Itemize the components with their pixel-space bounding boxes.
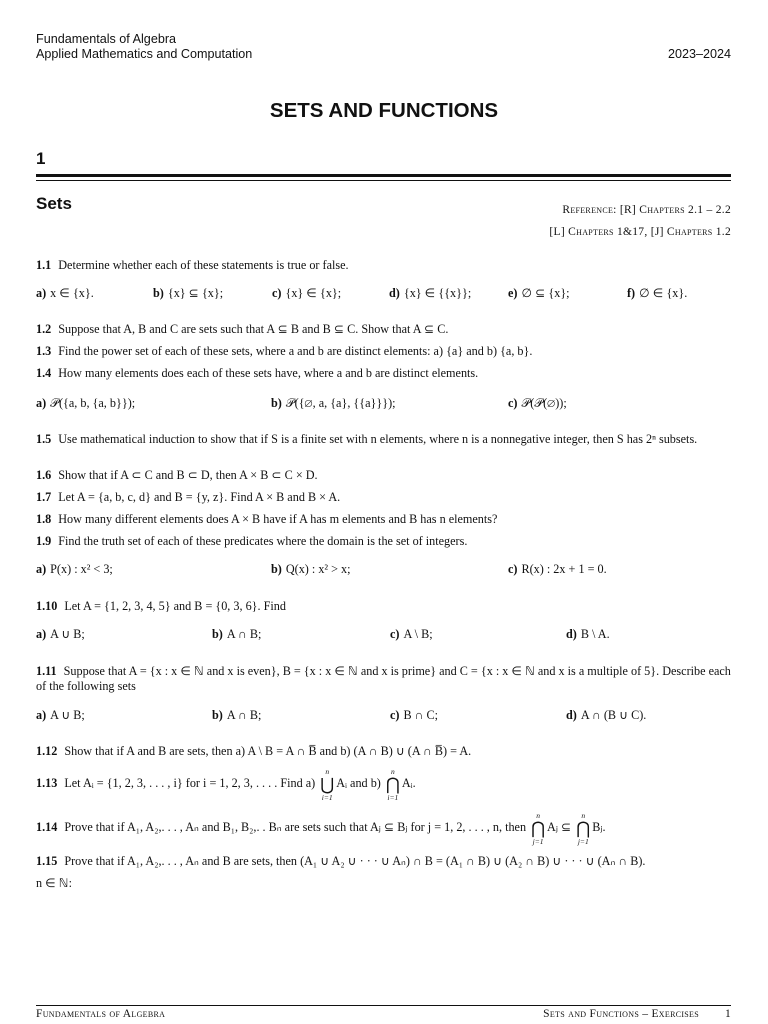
document-header — [36, 32, 731, 62]
option-item: c) 𝒫(𝒫(∅)); — [508, 396, 567, 410]
footer-rule — [36, 1005, 731, 1006]
exercise-text: Use mathematical induction to show that if S is a finite set with n elements, where n is a nonnegative integer, then S has 2ⁿ subsets. — [58, 432, 698, 446]
exercise-text: Show that if A ⊂ C and B ⊂ D, then A × B ⊂ C × D. — [58, 468, 318, 482]
options-1-1 — [36, 286, 736, 302]
exercise-text: Prove that if A₁, A₂,. . . , Aₙ and B are sets, then (A₁ ∪ A₂ ∪ · · · ∪ Aₙ) ∩ B = (A₁ ∩ B) ∪ (A₂ ∩ B) ∪ · · · ∪ (Aₙ ∩ B). — [64, 854, 646, 868]
section-rule-top — [36, 174, 731, 177]
exercise-1-12: 1.12 Show that if A and B are sets, then a) A \ B = A ∩ B̅ and b) (A ∩ B) ∪ (A ∩ B̅) = A. — [36, 744, 472, 758]
option-item: a) x ∈ {x}. — [36, 286, 94, 300]
exercise-text: Suppose that A, B and C are sets such that A ⊆ B and B ⊆ C. Show that A ⊆ C. — [58, 322, 449, 336]
exercise-1-7: 1.7 Let A = {a, b, c, d} and B = {y, z}. Find A × B and B × A. — [36, 490, 341, 504]
option-item: d) A ∩ (B ∪ C). — [566, 708, 647, 722]
academic-year: 2023–2024 — [667, 47, 731, 61]
option-item: b) A ∩ B; — [212, 708, 262, 722]
intersection-operator: n ⋂ j=1 — [531, 810, 546, 846]
exercise-1-15: 1.15 Prove that if A₁, A₂,. . . , Aₙ and B are sets, then (A₁ ∪ A₂ ∪ · · · ∪ Aₙ) ∩ B = (A₁ ∩ B) ∪ (A₂ ∩ B) ∪ · · · ∪ (Aₙ ∩ B). — [36, 854, 646, 868]
option-item: a) A ∪ B; — [36, 627, 85, 641]
exercise-text: Show that if A and B are sets, then a) A \ B = A ∩ B̅ and b) (A ∩ B) ∪ (A ∩ B̅) = A. — [64, 744, 472, 758]
page-number: 1 — [724, 1008, 731, 1020]
document-title: SETS AND FUNCTIONS — [269, 99, 499, 122]
exercise-1-11: 1.11 Suppose that A = {x : x ∈ ℕ and x is even}, B = {x : x ∈ ℕ and x is prime} and C = {x : x ∈ ℕ and x is a multiple of 5}. Describe each of the following sets — [36, 664, 731, 693]
options-1-4 — [36, 396, 736, 412]
exercise-text: How many elements does each of these sets have, where a and b are distinct elements. — [58, 366, 479, 380]
exercise-1-3: 1.3 Find the power set of each of these sets, where a and b are distinct elements: a) {a} and b) {a, b}. — [36, 344, 533, 358]
option-item: a) A ∪ B; — [36, 708, 85, 722]
option-item: c) R(x) : 2x + 1 = 0. — [508, 562, 607, 576]
exercise-1-4: 1.4 How many elements does each of these sets have, where a and b are distinct elements. — [36, 366, 479, 380]
exercise-1-2: 1.2 Suppose that A, B and C are sets such that A ⊆ B and B ⊆ C. Show that A ⊆ C. — [36, 322, 449, 336]
exercise-1-14: 1.14 Prove that if A₁, A₂,. . . , Aₙ and B₁, B₂,. . Bₙ are sets such that Aⱼ ⊆ Bⱼ for j = 1, 2, . . . , n, then n ⋂ j=1 Aⱼ ⊆ n ⋂ j=1 Bⱼ. — [36, 810, 606, 846]
exercise-1-1 — [36, 258, 736, 273]
exercise-text: How many different elements does A × B have if A has m elements and B has n elements? — [58, 512, 498, 526]
option-item: c) A \ B; — [390, 627, 433, 641]
reference-line-1: Reference: [R] Chapters 2.1 – 2.2 — [562, 204, 731, 216]
reference-block — [549, 199, 731, 243]
exercise-text: Let Aᵢ = {1, 2, 3, . . . , i} for i = 1, 2, 3, . . . . Find a) — [64, 776, 316, 790]
option-item: a) P(x) : x² < 3; — [36, 562, 113, 576]
option-item: b) {x} ⊆ {x}; — [153, 286, 224, 300]
option-item: b) A ∩ B; — [212, 627, 262, 641]
option-item: e) ∅ ⊆ {x}; — [508, 286, 570, 300]
section-rule-bottom — [36, 180, 731, 181]
exercise-text: Find the truth set of each of these predicates where the domain is the set of integers. — [58, 534, 468, 548]
option-item: f) ∅ ∈ {x}. — [627, 286, 688, 300]
option-item: c) {x} ∈ {x}; — [272, 286, 342, 300]
union-operator: n ⋃ i=1 — [320, 766, 335, 802]
section-number: 1 — [36, 149, 46, 168]
option-item: b) 𝒫({∅, a, {a}, {{a}}}); — [271, 396, 396, 410]
option-item: a) 𝒫({a, b, {a, b}}); — [36, 396, 136, 410]
option-item: c) B ∩ C; — [390, 708, 439, 722]
exercise-1-8: 1.8 How many different elements does A × B have if A has m elements and B has n elements? — [36, 512, 498, 526]
reference-line-2: [L] Chapters 1&17, [J] Chapters 1.2 — [549, 226, 731, 238]
course-name: Fundamentals of Algebra — [36, 32, 177, 46]
exercise-1-9: 1.9 Find the truth set of each of these predicates where the domain is the set of integers. — [36, 534, 468, 548]
options-1-9 — [36, 562, 736, 578]
exercise-text: Prove that if A₁, A₂,. . . , Aₙ and B₁, B₂,. . Bₙ are sets such that Aⱼ ⊆ Bⱼ for j = 1, 2, . . . , n, then — [64, 820, 527, 834]
option-item: d) B \ A. — [566, 627, 610, 641]
exercise-text: Let A = {1, 2, 3, 4, 5} and B = {0, 3, 6}. Find — [64, 599, 286, 613]
intersection-operator: n ⋂ j=1 — [576, 810, 591, 846]
footer-course: Fundamentals of Algebra — [36, 1008, 166, 1020]
intersection-operator: n ⋂ i=1 — [385, 766, 400, 802]
exercise-1-10: 1.10 Let A = {1, 2, 3, 4, 5} and B = {0, 3, 6}. Find — [36, 599, 286, 613]
option-item: d) {x} ∈ {{x}}; — [389, 286, 472, 300]
exercise-1-6: 1.6 Show that if A ⊂ C and B ⊂ D, then A × B ⊂ C × D. — [36, 468, 318, 482]
exercise-text: Find the power set of each of these sets, where a and b are distinct elements: a) {a} and b) {a, b}. — [58, 344, 533, 358]
exercise-text: Let A = {a, b, c, d} and B = {y, z}. Find A × B and B × A. — [58, 490, 341, 504]
options-1-11 — [36, 708, 736, 724]
footer-section: Sets and Functions – Exercises — [543, 1008, 699, 1020]
option-item: b) Q(x) : x² > x; — [271, 562, 351, 576]
exercise-text: Suppose that A = {x : x ∈ ℕ and x is even}, B = {x : x ∈ ℕ and x is prime} and C = {x : x ∈ ℕ and x is a multiple of 5}. Describe each of the following sets — [36, 664, 731, 693]
exercise-1-13: 1.13 Let Aᵢ = {1, 2, 3, . . . , i} for i = 1, 2, 3, . . . . Find a) n ⋃ i=1 Aᵢ and b) n ⋂ i=1 Aᵢ. — [36, 766, 416, 802]
exercise-text: Determine whether each of these statements is true or false. — [58, 258, 349, 272]
options-1-10 — [36, 627, 736, 643]
trailing-text: n ∈ ℕ: — [36, 876, 72, 890]
exercise-number: 1.1 — [36, 258, 52, 272]
exercise-1-5: 1.5 Use mathematical induction to show that if S is a finite set with n elements, where n is a nonnegative integer, then S has 2ⁿ subsets. — [36, 432, 698, 446]
subsection-title: Sets — [36, 194, 72, 213]
program-name: Applied Mathematics and Computation — [36, 47, 253, 61]
